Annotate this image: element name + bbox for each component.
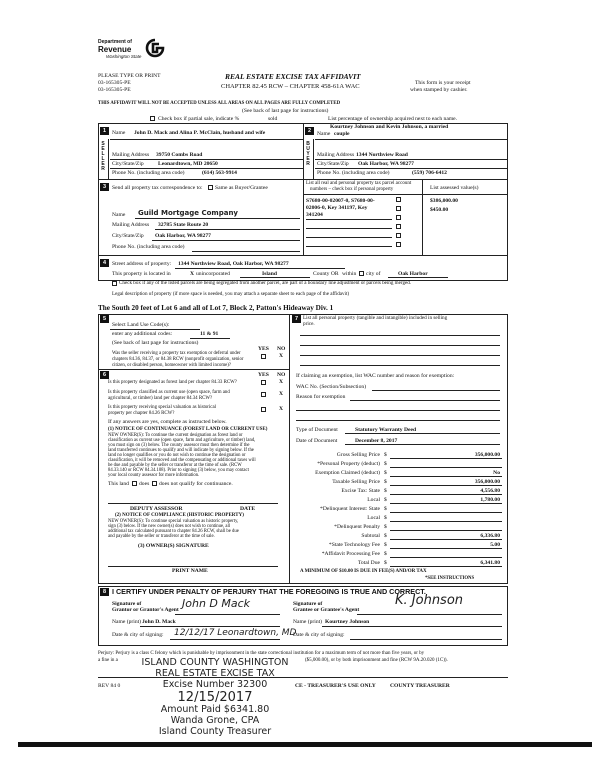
notice-1-line-7: be due and payable by the seller or transferor at the time of sale. (RCW [108, 463, 242, 468]
tax-label-8: *Delinquent Penalty [334, 524, 380, 530]
section-8-number: 8 [100, 588, 109, 596]
any-answers-note: If any answers are yes, complete as instructed below. [108, 419, 227, 425]
tax-label-0: Gross Selling Price [336, 452, 380, 458]
section-6-number: 6 [100, 371, 109, 379]
legal-label: Legal description of property (if more space is needed, you may attach a separate sheet to each page of the affidavit) [112, 291, 350, 297]
section-7-number: 7 [292, 315, 301, 323]
tax-label-10: *State Technology Fee [328, 542, 380, 548]
tax-sym-12: $ [384, 560, 387, 566]
parcel-line-1: S7680-00-02007-0, S7680-00- [306, 198, 375, 204]
s6-current-use-yes-checkbox[interactable] [261, 392, 266, 397]
corr-mail: 32785 State Route 20 [158, 222, 209, 228]
legal-description: The South 20 feet of Lot 6 and all of Lot 7, Block 2, Patton's Hideaway Div. 1 [98, 304, 334, 312]
logo-line3: Washington State [106, 54, 142, 59]
print-note: PLEASE TYPE OR PRINT [98, 73, 161, 79]
form-number-1: 03-165305-PE [98, 80, 131, 86]
tax-value-4: 4,556.80 [480, 488, 500, 494]
grantee-sig-label-2: Grantee or Grantee's Agent [293, 607, 360, 613]
s6-historic-no-mark[interactable]: X [279, 406, 284, 412]
stamp-line-2: REAL ESTATE EXCISE TAX [155, 668, 275, 679]
section-1-number: 1 [100, 127, 109, 135]
section-2-number: 2 [305, 127, 314, 135]
tax-label-6: *Delinquent Interest: State [320, 506, 380, 512]
buyer-city: Oak Harbor, WA 98277 [358, 161, 414, 167]
notice-1-line-2: classification as current use (open space, farm and agriculture, or timber) land, [108, 438, 256, 443]
s6-current-use-no-mark[interactable]: X [279, 391, 284, 397]
assessed-value-1: $386,000.00 [430, 198, 458, 204]
s6-current-use-b: agricultural, or timber) land per chapter 84.34 RCW? [108, 396, 213, 401]
s6-no-header: NO [277, 372, 286, 378]
buyer-phone: (559) 706-6412 [412, 170, 447, 176]
property-street: 1344 Northview Road, Oak Harbor, WA 98277 [178, 261, 289, 267]
s5-no-mark[interactable]: X [279, 353, 284, 359]
tax-sym-9: $ [384, 533, 387, 539]
land-does-not-checkbox[interactable] [152, 481, 157, 486]
receipt-note: This form is your receipt [415, 80, 471, 86]
partial-sale-label: Check box if partial sale, indicate % [158, 116, 240, 122]
perjury-text-2: a fine in a [98, 658, 118, 663]
tax-label-3: Taxable Selling Price [332, 479, 380, 485]
dor-logo [98, 40, 168, 64]
grantor-signature: John D Mack [182, 597, 251, 610]
tax-sym-0: $ [384, 452, 387, 458]
s5-yes-checkbox[interactable] [261, 354, 266, 359]
within-label: within [342, 271, 357, 277]
tax-label-2: Exemption Claimed (deduct) [315, 470, 380, 476]
land-does-checkbox[interactable] [132, 481, 137, 486]
tax-label-5: Local [367, 497, 380, 503]
notice-1-line-4: land transferred continues to qualify and will indicate by signing below. If the [108, 448, 254, 453]
grantor-sig-label-2: Grantor or Grantor's Agent [112, 607, 179, 613]
deputy-assessor-label: DEPUTY ASSESSOR [130, 506, 183, 512]
personal-property-label-1: List all personal property (tangible and intangible) included in selling [303, 315, 448, 321]
tax-label-12: Total Due [357, 560, 380, 566]
corr-mail-label: Mailing Address [112, 222, 150, 228]
notice-1-line-5: land no longer qualifies or you do not wish to continue the designation or [108, 453, 246, 458]
grantor-sig-label-1: Signature of [112, 601, 142, 607]
property-city: Oak Harbor [398, 271, 428, 277]
located-label: This property is located in [112, 271, 171, 277]
s5-question-c: citizen, or disabled person, homeowner with limited income)? [112, 363, 231, 368]
corr-phone-label: Phone No. (including area code) [112, 244, 185, 250]
parcel-pp-checkbox-5[interactable] [396, 233, 401, 238]
notice-2-title: (2) NOTICE OF COMPLIANCE (HISTORIC PROPERTY) [115, 513, 244, 518]
tax-label-9: Subtotal [361, 533, 380, 539]
parcel-pp-checkbox-2[interactable] [396, 206, 401, 211]
buyer-name-label: Name [317, 131, 331, 137]
notice-1-line-6: classification, it will be removed and the compensating or additional taxes will [108, 458, 256, 463]
grantee-signature: K. Johnson [395, 593, 464, 608]
tax-sym-2: $ [384, 470, 387, 476]
property-county: Island [262, 271, 277, 277]
logo-line1: Department of [98, 39, 132, 45]
stamp-date: 12/15/2017 [177, 690, 253, 705]
tax-value-12: 6,341.80 [480, 560, 500, 566]
s6-historic-a: Is this property receiving special valuation as historical [108, 405, 216, 410]
buyer-phone-label: Phone No. (including area code) [317, 170, 390, 176]
tax-label-1: *Personal Property (deduct) [317, 461, 380, 467]
rev-number: REV 84 0 [98, 683, 121, 689]
same-as-buyer-checkbox[interactable] [208, 185, 213, 190]
s6-historic-yes-checkbox[interactable] [261, 407, 266, 412]
doc-date: December 8, 2017 [355, 438, 398, 444]
corr-city: Oak Harbor, WA 98277 [155, 233, 211, 239]
notice-2-line-3: additional tax calculated pursuant to chapter 84.26 RCW, shall be due [108, 529, 239, 534]
seller-side-label: S E L L E R [101, 141, 105, 172]
section-3-number: 3 [100, 183, 109, 191]
grantor-date-label: Date & city of signing: [112, 632, 164, 638]
perjury-text-3: ($5,000.00), or by both imprisonment and fine (RCW 9A.20.020 (1C)). [305, 658, 448, 663]
s5-yes-header: YES [258, 346, 269, 352]
buyer-mail: 1344 Northview Road [356, 152, 408, 158]
ownership-note: List percentage of ownership acquired next to each name. [328, 116, 458, 122]
tax-value-10: 5.00 [490, 542, 500, 548]
section-4-number: 4 [100, 259, 109, 267]
parcel-pp-checkbox-4[interactable] [396, 224, 401, 229]
parcel-line-3: 341204 [306, 212, 323, 218]
sold-label: sold [268, 116, 278, 122]
land-use-codes: 11 & 91 [200, 331, 219, 337]
doc-type-label: Type of Document [296, 427, 338, 433]
page-bottom-bar [18, 742, 592, 747]
grantee-sig-label-1: Signature of [293, 601, 323, 607]
grantor-name-label: Name (print) [112, 619, 142, 625]
buyer-side-label: B U Y E R [306, 141, 310, 167]
wac-label: WAC No. (Section/Subsection) [296, 384, 367, 390]
grantor-name: John D. Mack [142, 619, 176, 625]
unincorporated-mark: X [190, 271, 195, 277]
section-5-number: 5 [100, 315, 109, 323]
stamp-amount: Amount Paid $6341.80 [160, 704, 270, 715]
stamp-line-1: ISLAND COUNTY WASHINGTON [141, 657, 289, 668]
assessed-value-2: $450.00 [430, 207, 449, 213]
form-number-2: 03-165305-PE [98, 87, 131, 93]
buyer-mail-label: Mailing Address [317, 152, 355, 158]
notice-2-line-2: sign (3) below. If the new owner(s) does not wish to continue, all [108, 524, 231, 529]
seller-name: John D. Mack and Alina P. McClain, husband and wife [134, 130, 266, 136]
stamp-treasurer-title: Island County Treasurer [158, 726, 272, 737]
land-does-label: does [139, 481, 150, 487]
tax-sym-11: $ [384, 551, 387, 557]
notice-2-line-1: NEW OWNER(S): To continue special valuation as historic property, [108, 519, 239, 524]
tax-value-0: 356,000.00 [474, 452, 500, 458]
segregated-checkbox[interactable] [112, 281, 117, 286]
s5-no-header: NO [277, 346, 286, 352]
tax-value-2: No [493, 470, 500, 476]
logo-line2: Revenue [98, 45, 132, 54]
certify-statement: I CERTIFY UNDER PENALTY OF PERJURY THAT THE FOREGOING IS TRUE AND CORRECT. [112, 587, 426, 596]
tax-value-3: 356,000.00 [474, 479, 500, 485]
stamp-treasurer-name: Wanda Grone, CPA [170, 715, 260, 726]
county-treasurer-label: COUNTY TREASURER [390, 683, 450, 689]
corr-name-label: Name [112, 212, 126, 218]
minimum-due-note: A MINIMUM OF $10.00 IS DUE IN FEE(S) AND/OR TAX [300, 569, 427, 574]
tax-sym-8: $ [384, 524, 387, 530]
assessed-header: List assessed value(s) [430, 185, 479, 191]
grantee-name-label: Name (print) [293, 619, 323, 625]
form-title: REAL ESTATE EXCISE TAX AFFIDAVIT [225, 72, 361, 81]
s6-forest-question: Is this property designated as forest land per chapter 84.33 RCW? [108, 380, 237, 385]
tax-value-5: 1,780.00 [480, 497, 500, 503]
notice-1-line-8: 84.33.140 or RCW 84.34.108). Prior to signing (3) below, you may contact [108, 468, 249, 473]
notice-1-line-3: you must sign on (3) below. The county assessor must then determine if the [108, 443, 250, 448]
owner-signature-label: (3) OWNER(S) SIGNATURE [138, 543, 209, 549]
treasurer-use-label: CE - TREASURER'S USE ONLY [295, 683, 376, 689]
partial-sale-checkbox[interactable] [150, 116, 155, 121]
tax-sym-10: $ [384, 542, 387, 548]
stamp-line-3: Excise Number 32300 [162, 679, 268, 690]
land-use-see-back: (See back of last page for instructions) [112, 340, 199, 346]
parcel-pp-checkbox-3[interactable] [396, 215, 401, 220]
seller-mail: 39750 Combs Road [156, 152, 203, 158]
assessor-date-label: DATE [240, 506, 256, 512]
s6-forest-yes-checkbox[interactable] [261, 380, 266, 385]
corr-city-label: City/State/Zip [112, 233, 144, 239]
doc-date-label: Date of Document [296, 438, 338, 444]
s6-current-use-a: Is this property classified as current use (open space, farm and [108, 390, 230, 395]
receipt-note-2: when stamped by cashier. [410, 87, 468, 93]
tax-label-7: Local [367, 515, 380, 521]
seller-phone: (614) 563-9914 [202, 170, 237, 176]
grantor-date-city: 12/12/17 Leonardtown, MD [174, 628, 297, 638]
reason-label: Reason for exemption [296, 394, 346, 400]
s5-question-a: Was the seller receiving a property tax exemption or deferral under [112, 351, 241, 356]
s6-historic-b: property per chapter 84.26 RCW? [108, 411, 175, 416]
parcels-header-2: numbers – check box if personal property [310, 187, 394, 192]
parcel-pp-checkbox-1[interactable] [396, 197, 401, 202]
tax-sym-1: $ [384, 461, 387, 467]
tax-sym-5: $ [384, 497, 387, 503]
buyer-name-1: Kourtney Johnson and Kevin Johnson, a married [330, 124, 449, 130]
segregated-label: Check box if any of the listed parcels are being segregated from another parcel, are part of a boundary line adjustment or parcels being merged. [119, 280, 412, 286]
buyer-name-2: couple [334, 131, 350, 137]
print-name-label: PRINT NAME [172, 568, 208, 574]
form-chapter: CHAPTER 82.45 RCW – CHAPTER 458-61A WAC [221, 83, 360, 90]
unincorporated-label: unincorporated [196, 271, 230, 277]
s6-yes-header: YES [258, 372, 269, 378]
seller-mail-label: Mailing Address [112, 152, 150, 158]
tax-sym-7: $ [384, 515, 387, 521]
doc-type: Statutory Warranty Deed [355, 427, 417, 433]
additional-codes-label: enter any additional codes: [112, 331, 173, 337]
parcel-pp-checkbox-6[interactable] [396, 242, 401, 247]
seller-city: Leonardtown, MD 20650 [158, 161, 218, 167]
notice-2-line-4: and payable by the seller or transferor at the time of sale. [108, 534, 215, 539]
tax-value-9: 6,336.80 [480, 533, 500, 539]
dor-logo-icon [144, 38, 166, 58]
corr-name: Guild Mortgage Company [138, 209, 238, 217]
notice-1-title: (1) NOTICE OF CONTINUANCE (FOREST LAND OR CURRENT USE) [108, 427, 268, 432]
seller-name-label: Name [112, 130, 126, 136]
s6-forest-no-mark[interactable]: X [279, 379, 284, 385]
parcels-header-1: List all real and personal property tax parcel account [306, 181, 412, 186]
tax-sym-6: $ [384, 506, 387, 512]
grantee-date-label: Date & city of signing: [293, 632, 345, 638]
perjury-text-1: Perjury: Perjury is a class C felony which is punishable by imprisonment in the state correctional institution for a maximum term of not more than five years, or by [98, 651, 425, 656]
tax-label-4: Excise Tax: State [341, 488, 380, 494]
grantee-name: Kourtney Johnson [325, 619, 370, 625]
seller-city-label: City/State/Zip [112, 161, 144, 167]
correspondence-label: Send all property tax correspondence to: [112, 185, 203, 191]
street-label: Street address of property: [112, 261, 172, 267]
exemption-label: If claiming an exemption, list WAC number and reason for exemption: [296, 373, 455, 379]
land-does-not-label: does not qualify for continuance. [159, 481, 233, 487]
land-use-label: Select Land Use Code(s): [112, 322, 170, 328]
personal-property-label-2: price. [303, 321, 315, 327]
tax-sym-4: $ [384, 488, 387, 494]
within-city-checkbox[interactable] [359, 271, 364, 276]
see-back: (See back of last page for instructions) [242, 108, 329, 114]
s5-question-b: chapters 84.36, 84.37, or 84.38 RCW (nonprofit organization, senior [112, 357, 244, 362]
tax-sym-3: $ [384, 479, 387, 485]
city-of-label: city of [366, 271, 381, 277]
warning: THIS AFFIDAVIT WILL NOT BE ACCEPTED UNLESS ALL AREAS ON ALL PAGES ARE FULLY COMPLETED [98, 101, 341, 106]
notice-1-line-1: NEW OWNER(S): To continue the current designation as forest land or [108, 433, 243, 438]
notice-1-line-9: your local county assessor for more information. [108, 473, 200, 478]
parcel-line-2: 02006-0, Key 341197, Key [306, 205, 368, 211]
seller-phone-label: Phone No. (including area code) [112, 170, 185, 176]
same-as-buyer-label: Same as Buyer/Grantee [215, 185, 268, 191]
this-land-label: This land [108, 481, 129, 487]
tax-label-11: *Affidavit Processing Fee [321, 551, 380, 557]
county-or-label: County OR [313, 271, 339, 277]
see-instructions: *SEE INSTRUCTIONS [425, 576, 475, 581]
buyer-city-label: City/State/Zip [317, 161, 349, 167]
